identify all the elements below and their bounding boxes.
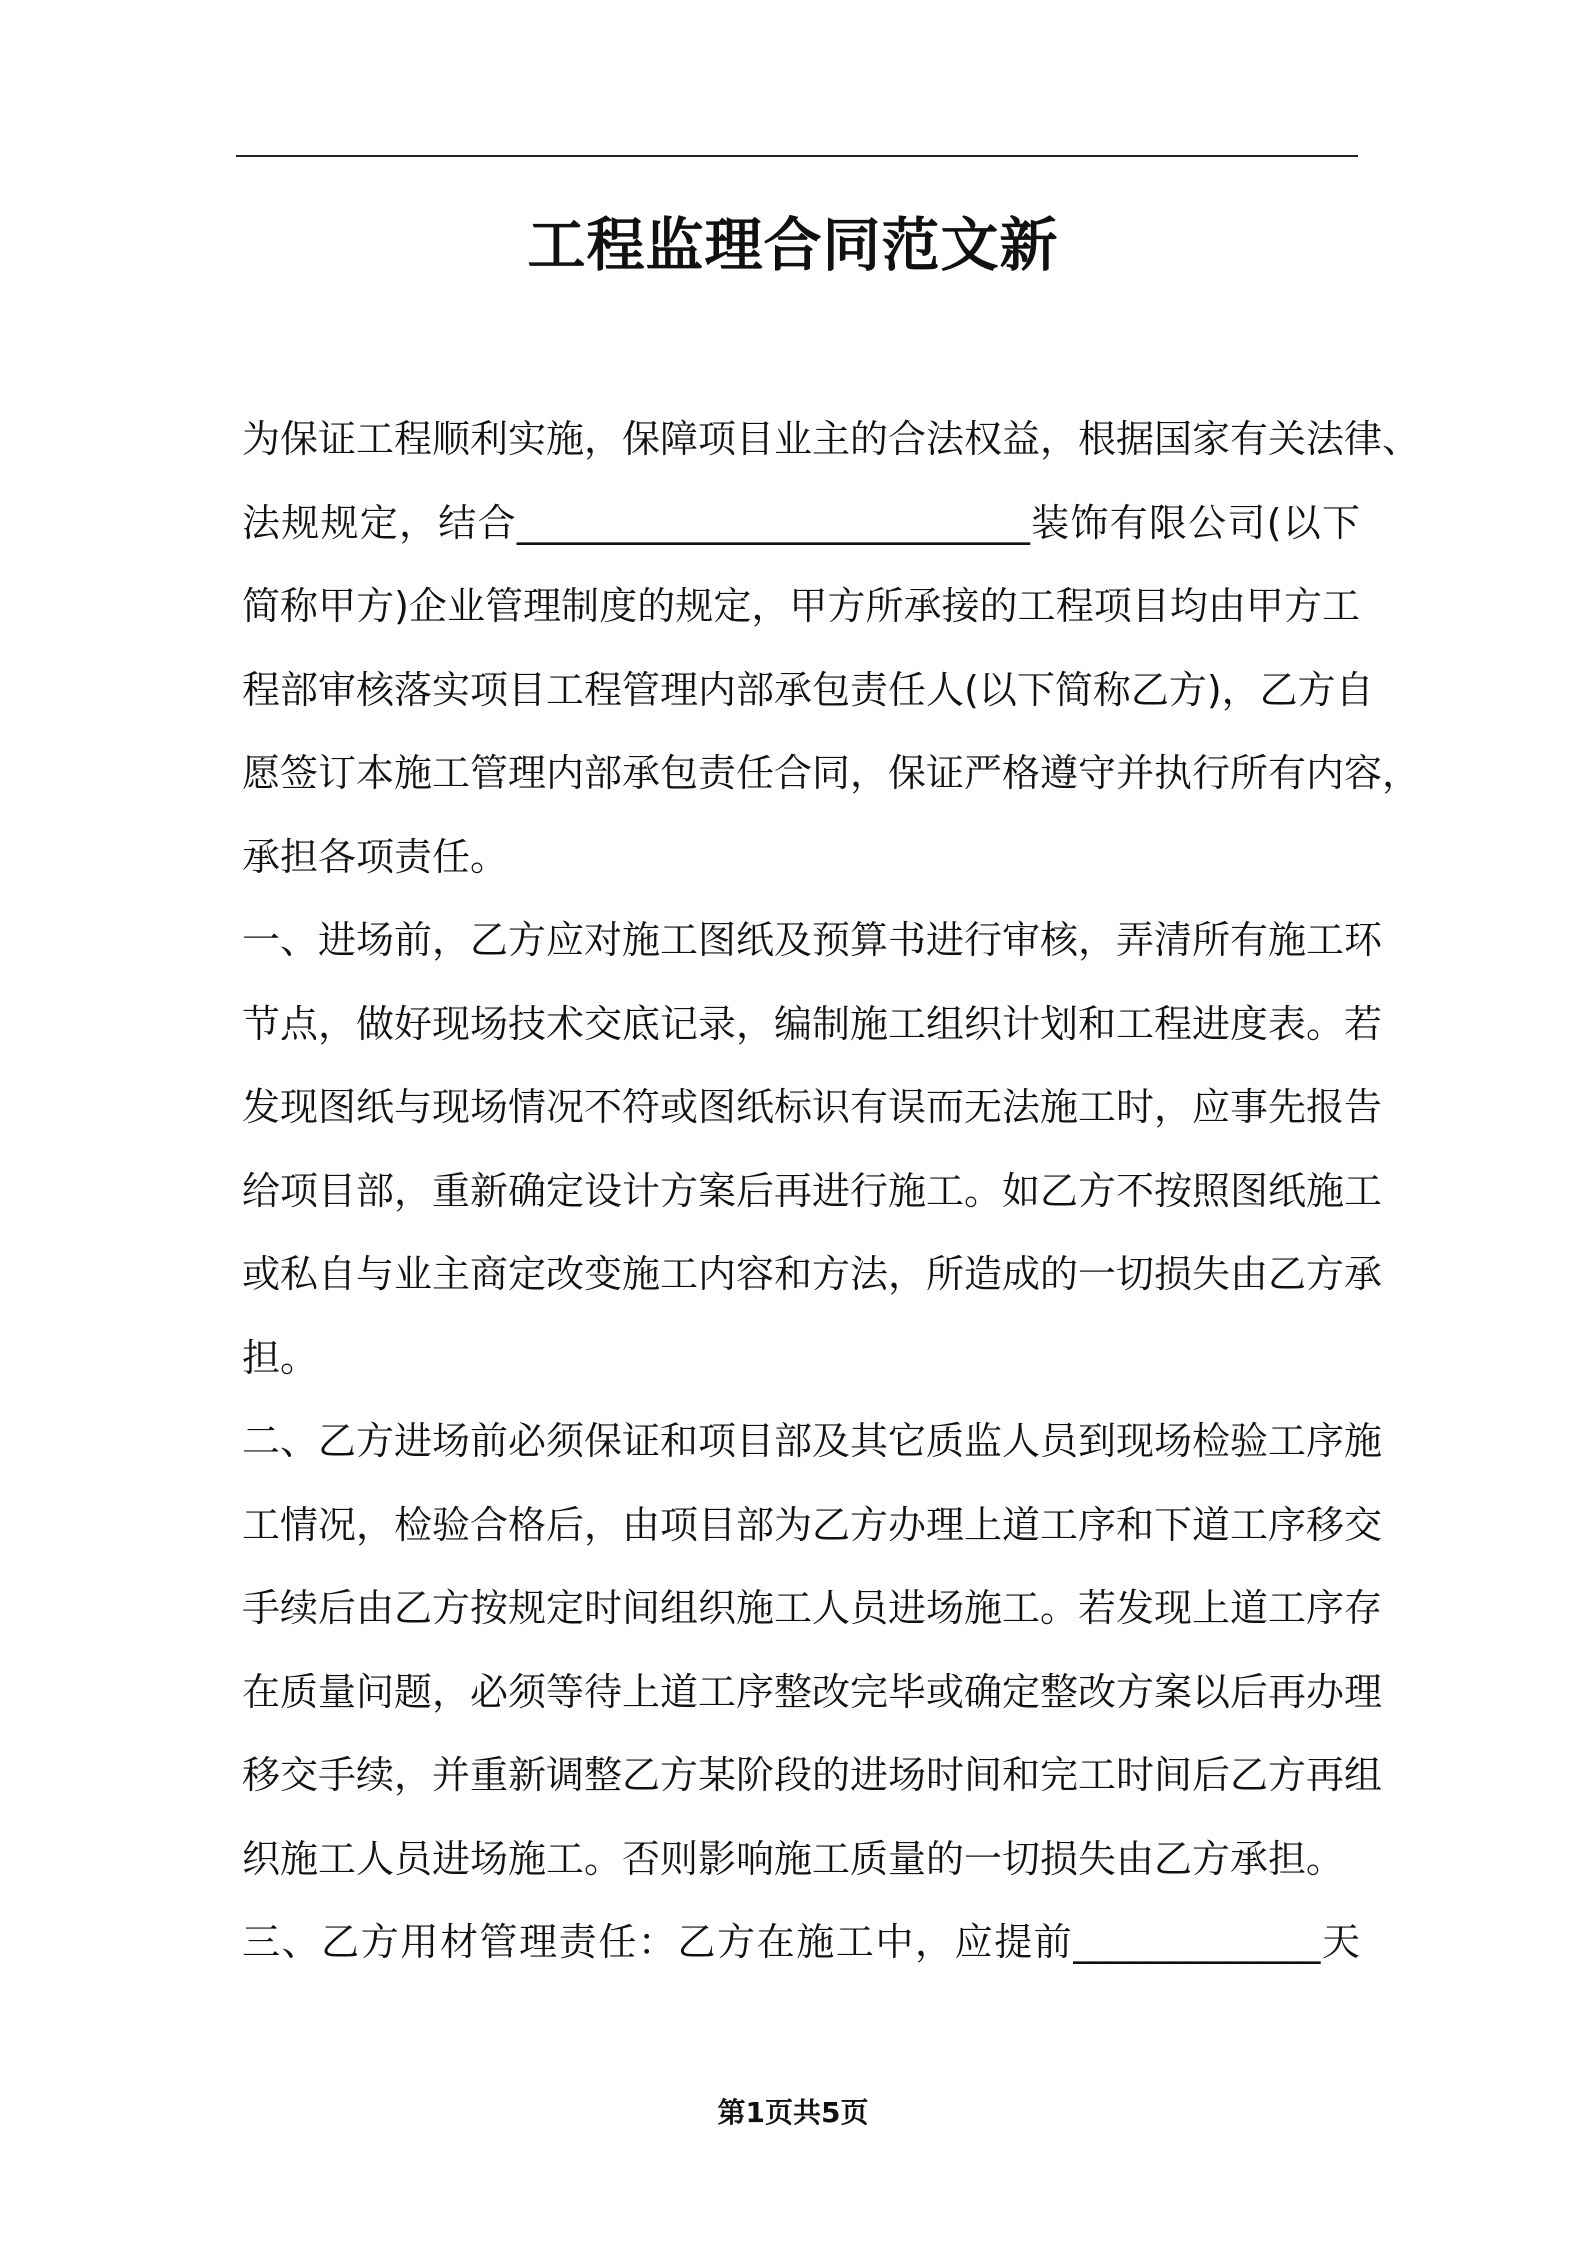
document-title: 工程监理合同范文新 [527, 211, 1059, 279]
body-line: 节点，做好现场技术交底记录，编制施工组织计划和工程进度表。若 [242, 1001, 1383, 1046]
body-line: 手续后由乙方按规定时间组织施工人员进场施工。若发现上道工序存 [242, 1586, 1383, 1630]
body-line: 或私自与业主商定改变施工内容和方法，所造成的一切损失由乙方承 [242, 1252, 1383, 1296]
body-line: 移交手续，并重新调整乙方某阶段的进场时间和完工时间后乙方再组 [242, 1753, 1383, 1797]
body-line: 在质量问题，必须等待上道工序整改完毕或确定整改方案以后再办理 [242, 1669, 1383, 1714]
page-number-footer: 第1页共5页 [717, 2096, 869, 2129]
body-line: 三、乙方用材管理责任：乙方在施工中，应提前_____________天 [242, 1920, 1360, 1964]
body-line: 程部审核落实项目工程管理内部承包责任人(以下简称乙方)，乙方自 [242, 667, 1374, 712]
document-body [242, 398, 1421, 1985]
body-line: 发现图纸与现场情况不符或图纸标识有误而无法施工时，应事先报告 [242, 1085, 1383, 1129]
body-line: 织施工人员进场施工。否则影响施工质量的一切损失由乙方承担。 [242, 1836, 1345, 1881]
header-rule [236, 155, 1358, 157]
body-line: 法规规定，结合___________________________装饰有限公司(以下 [242, 500, 1360, 545]
body-line: 愿签订本施工管理内部承包责任合同，保证严格遵守并执行所有内容， [242, 751, 1421, 795]
body-line: 工情况，检验合格后，由项目部为乙方办理上道工序和下道工序移交 [242, 1502, 1383, 1547]
body-line: 为保证工程顺利实施，保障项目业主的合法权益，根据国家有关法律、 [242, 417, 1421, 461]
body-line: 简称甲方)企业管理制度的规定，甲方所承接的工程项目均由甲方工 [242, 584, 1360, 628]
body-line: 担。 [242, 1335, 319, 1380]
body-line: 一、进场前，乙方应对施工图纸及预算书进行审核，弄清所有施工环 [242, 918, 1383, 962]
body-line: 给项目部，重新确定设计方案后再进行施工。如乙方不按照图纸施工 [242, 1168, 1383, 1213]
body-line: 二、乙方进场前必须保证和项目部及其它质监人员到现场检验工序施 [242, 1419, 1383, 1463]
body-line: 承担各项责任。 [242, 834, 509, 879]
